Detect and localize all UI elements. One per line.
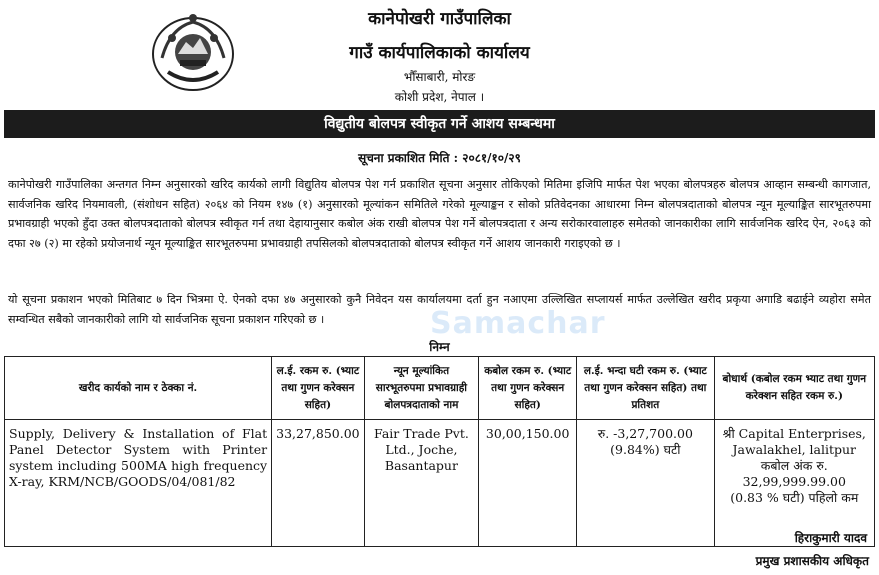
ref-company: श्री Capital Enterprises, Jawalakhel, lalitpur [722,426,866,457]
less-amount: रु. -3,27,700.00 [597,426,693,441]
office-name: कानेपोखरी गाउँपालिका [368,9,511,29]
header-bid-amount: कबोल रकम रु. (भ्याट तथा गुणन करेक्सन सहित) [479,357,577,420]
header-work-name: खरीद कार्यको नाम र ठेक्का नं. [5,357,272,420]
ref-rank: (0.83 % घटी) पहिलो कम [730,490,859,505]
cell-estimate: 33,27,850.00 [272,420,365,547]
signatory-name: हिराकुमारी यादव [794,531,867,545]
published-date: सूचना प्रकाशित मिति : २०८१/१०/२९ [358,151,521,165]
notice-paragraph-2: यो सूचना प्रकाशन भएको मितिबाट ७ दिन भित्रमा ऐ. ऐनको दफा ४७ अनुसारको कुनै निवेदन यस कार्यालयमा दर्ता हुन नआएमा उल्लिखित सप्लायर्स मार्फत उल्लेखित खरीद प्रकृया अगाडि बढाईने व्यहोरा समेत सम्वन्धित सबैको जानकारीको लागि यो सार्वजनिक सूचना प्रकाशन गरिएको छ । [8,293,871,326]
table-header-row [5,357,875,420]
notice-paragraph-1: कानेपोखरी गाउँपालिका अन्तगत निम्न अनुसारको खरिद कार्यको लागी विद्युतिय बोलपत्र पेश गर्न प्रकाशित सूचना अनुसार तोकिएको मितिमा इजिपि मार्फत पेश भएका बोलपत्रहरु बोलपत्र आव्हान सम्बन्धी कागजात, सार्वजनिक खरिद नियमावली, (संशोधन सहित) २०६४ को नियम १४७ (१) अनुसारको मूल्यांकन समितिले गरेको मूल्याङ्कन र सोको प्रतिवेदनका आधारमा निम्न बोलपत्रदाताको बोलपत्र न्यून मूल्याङ्कित सारभूतरुपमा प्रभावग्राही भएको हुँदा उक्त बोलपत्रदाताको बोलपत्र स्वीकृत गर्न तथा देहायानुसार कबोल अंक राखी बोलपत्र पेश गर्ने बोलपत्रदाता र अन्य सरोकारवालाहरु समेतको जानकारीका लागि सार्वजनिक खरिद ऐन, २०६३ को दफा २७ (२) मा रहेको प्रयोजनार्थ न्यून मूल्याङ्कित सारभूतरुपमा प्रभावग्राही तपसिलको बोलपत्रदाताको बोलपत्र स्वीकृत गर्ने आशय जानकारी गराइएको छ । [8,178,871,250]
less-percent: (9.84%) घटी [610,442,681,457]
header-reference: बोधार्थ (कबोल रकम भ्याट तथा गुणन करेक्शन सहित रकम रु.) [714,357,874,420]
award-table [4,356,875,547]
table-title: निम्न [429,340,450,354]
notice-title-banner: विद्युतीय बोलपत्र स्वीकृत गर्ने आशय सम्बन्धमा [4,110,875,138]
header-less-amount: ल.ई. भन्दा घटी रकम रु. (भ्याट तथा गुणन करेक्सन सहित) तथा प्रतिशत [577,357,714,420]
cell-bidder: Fair Trade Pvt. Ltd., Joche, Basantapur [364,420,479,547]
address-line-2: कोशी प्रदेश, नेपाल । [394,90,485,104]
table-row [5,420,875,547]
cell-work-name: Supply, Delivery & Installation of Flat Panel Detector System with Printer system including 500MA high frequency X-ray, KRM/NCB/GOODS/04/081/82 [5,420,272,547]
watermark-logo: Samachar [430,306,606,341]
ref-label: कबोल अंक रु. [760,458,828,473]
header-bidder: न्यून मूल्यांकित सारभूतरुपमा प्रभावग्राही बोलपत्रदाताको नाम [364,357,479,420]
cell-bid-amount: 30,00,150.00 [479,420,577,547]
office-subtitle: गाउँ कार्यपालिकाको कार्यालय [349,43,530,63]
header-estimate: ल.ई. रकम रु. (भ्याट तथा गुणन करेक्सन सहित) [272,357,365,420]
cell-less [577,420,714,547]
address-line-1: भौँसाबारी, मोरङ [403,70,476,84]
signatory-title: प्रमुख प्रशासकीय अधिकृत [755,554,869,568]
ref-amount: 32,99,999.99.00 [742,474,846,489]
cell-reference [714,420,874,547]
